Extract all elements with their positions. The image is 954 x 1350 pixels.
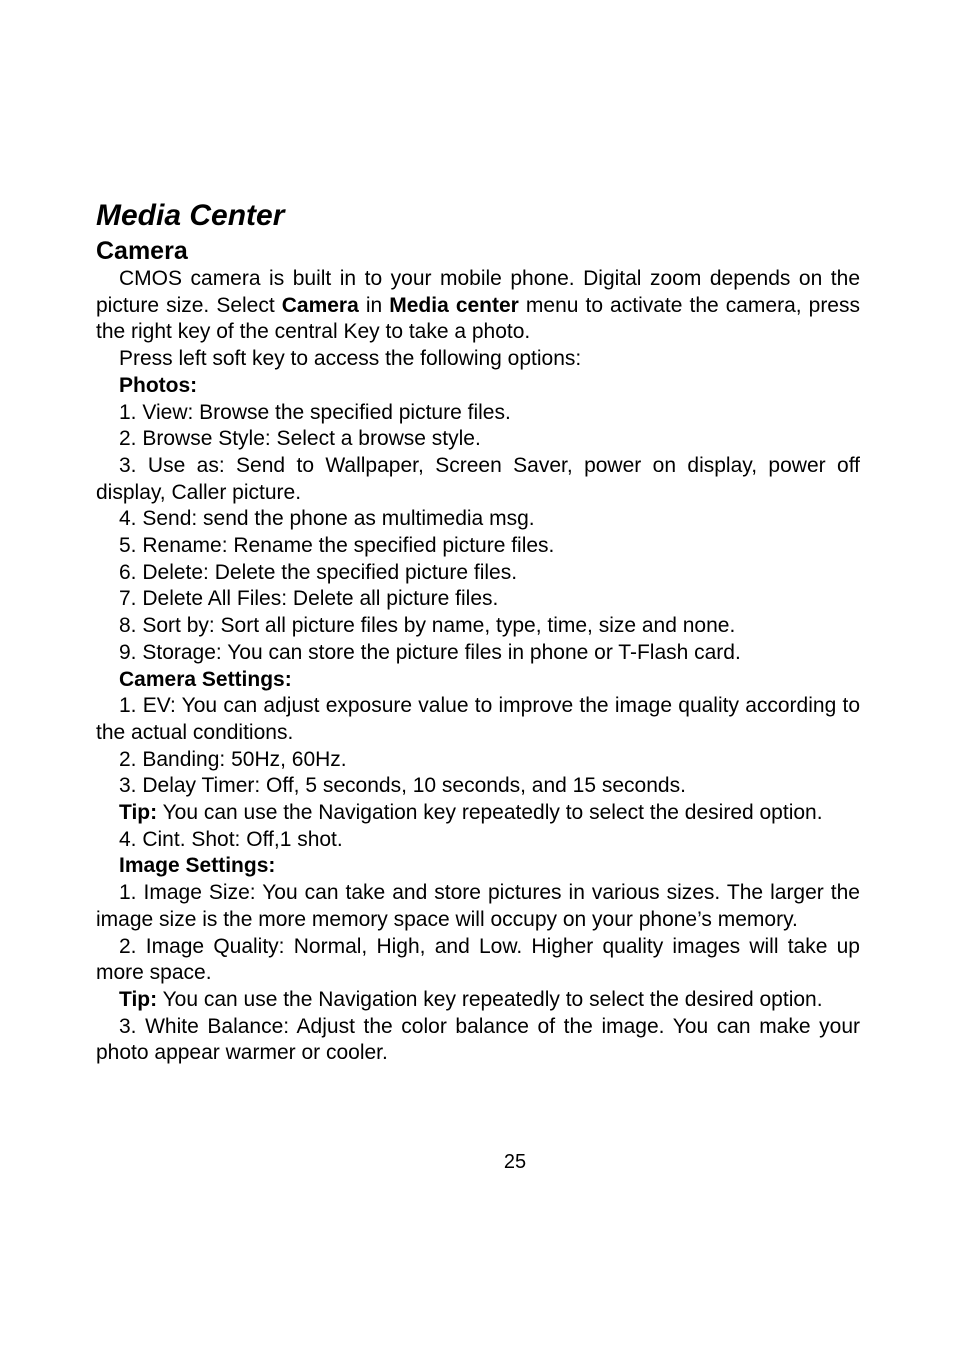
list-item: 7. Delete All Files: Delete all picture files. (119, 587, 499, 611)
image-settings-heading-text: Image Settings: (119, 854, 276, 878)
list-item: 2. Banding: 50Hz, 60Hz. (119, 747, 347, 771)
media-center-term: Media center (389, 293, 519, 317)
list-item: 3. Use as: Send to Wallpaper, Screen Saver, power on display, power off display, Caller picture. (96, 453, 860, 504)
intro-text-c: menu to activate the camera, press the right key of the central Key to take a photo. (96, 293, 860, 344)
tip-text: You can use the Navigation key repeatedly to select the desired option. (157, 987, 823, 1011)
list-item: 2. Browse Style: Select a browse style. (119, 427, 481, 451)
list-item: 1. EV: You can adjust exposure value to improve the image quality according to the actual conditions. (96, 694, 860, 744)
section-heading-camera: Camera (96, 237, 188, 265)
page-title: Media Center (96, 199, 285, 232)
list-item: 2. Image Quality: Normal, High, and Low. Higher quality images will take up more space. (96, 934, 860, 985)
list-item: 3. Delay Timer: Off, 5 seconds, 10 seconds, and 15 seconds. (119, 774, 686, 798)
list-item: 8. Sort by: Sort all picture files by name, type, time, size and none. (119, 614, 736, 638)
list-item: 5. Rename: Rename the specified picture files. (119, 534, 555, 558)
tip-paragraph (96, 800, 860, 827)
page-content (96, 196, 860, 1067)
options-intro: Press left soft key to access the following options: (119, 347, 582, 371)
list-item: 4. Cint. Shot: Off,1 shot. (119, 827, 343, 851)
intro-text-a: CMOS camera is built in to your mobile phone. Digital zoom depends on the picture size. Select (96, 267, 860, 317)
photos-heading (96, 373, 860, 400)
list-item: 3. White Balance: Adjust the color balance of the image. You can make your photo appear warmer or cooler. (96, 1014, 860, 1065)
photos-heading-text: Photos: (119, 373, 198, 397)
list-item: 1. View: Browse the specified picture files. (119, 400, 511, 424)
tip-label: Tip: (119, 987, 158, 1011)
list-item: 1. Image Size: You can take and store pictures in various sizes. The larger the image size is the more memory space will occupy on your phone’s memory. (96, 881, 860, 931)
camera-settings-heading (96, 667, 860, 694)
intro-paragraph (96, 266, 860, 346)
intro-text-b: in (358, 293, 390, 317)
list-item: 6. Delete: Delete the specified picture files. (119, 560, 518, 584)
tip-label: Tip: (119, 801, 158, 825)
page-number: 25 (503, 1151, 527, 1173)
tip-paragraph (96, 987, 860, 1014)
list-item: 4. Send: send the phone as multimedia msg. (119, 507, 535, 531)
camera-term: Camera (281, 293, 359, 317)
image-settings-heading (96, 853, 860, 880)
tip-text: You can use the Navigation key repeatedly to select the desired option. (157, 801, 823, 825)
camera-settings-heading-text: Camera Settings: (119, 667, 292, 691)
list-item: 9. Storage: You can store the picture files in phone or T-Flash card. (119, 640, 741, 664)
